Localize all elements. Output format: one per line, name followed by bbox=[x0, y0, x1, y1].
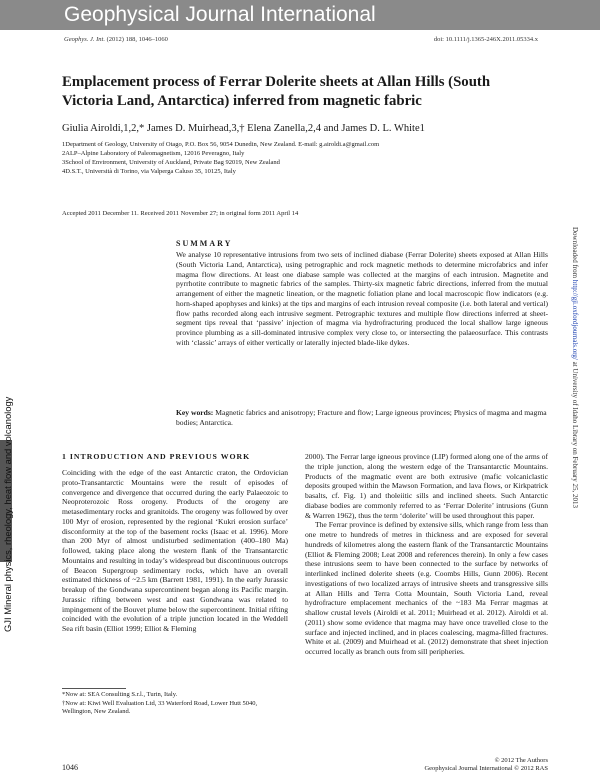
body-left-column bbox=[62, 452, 288, 634]
footnotes bbox=[62, 691, 288, 717]
download-suffix: at University of Idaho Library on February 25, 2013 bbox=[571, 361, 579, 509]
copyright-line: © 2012 The Authors bbox=[494, 757, 548, 764]
affiliation: 2ALP–Alpine Laboratory of Paleomagnetism, 12016 Peveragno, Italy bbox=[62, 150, 245, 157]
doi[interactable]: doi: 10.1111/j.1365-246X.2011.05334.x bbox=[433, 36, 538, 43]
affiliation: 4D.S.T., Università di Torino, via Valperga Caluso 35, 10125, Italy bbox=[62, 168, 236, 175]
footnote-divider bbox=[62, 688, 126, 689]
download-link[interactable]: http://gji.oxfordjournals.org/ bbox=[571, 279, 579, 360]
page-number: 1046 bbox=[62, 763, 78, 772]
copyright bbox=[398, 757, 548, 773]
summary-text: We analyse 10 representative intrusions from two sets of inclined diabase (Ferrar Dolerite) sheets exposed at Allan Hills (South Victoria Land, Antarctica), using petrographic and rock magnetic methods to determine microfabrics and infer magma flow directions. At least one diabase sample was collected at the margins of each intrusion. Magnetite and pyrrhotite contribute to magnetic fabrics of the samples. Thirty-six magnetic fabric directions, inferred from the mutual arrangement of either the magnetic lineation, or the magnetic foliation plane and local macroscopic flow indicators (e.g. horn-shaped apophyses and kinks) at the tips and margins of each intrusion reveal composite (i.e. both lateral and vertical) flow paths recorded along each intrusive segment. Petrographic textures and multiple flow directions inferred at sheet-segment tips reveal that ‘passive’ injection of magma via hydrofracturing produced the local shallow large igneous province plumbing as a sill-dominated intrusive complex very close to, or intersecting the palaeosurface. This contrasts with ‘classic’ arrays of either vertically or laterally injected blade-like dykes. bbox=[176, 250, 548, 347]
article-title: Emplacement process of Ferrar Dolerite sheets at Allan Hills (South Victoria Land, Antarctica) inferred from magnetic fabric bbox=[62, 74, 491, 109]
citation-journal: Geophys. J. Int. bbox=[64, 36, 105, 43]
footnote: *Now at: SEA Consulting S.r.l., Turin, Italy. bbox=[62, 691, 178, 698]
affiliation: 3School of Environment, University of Auckland, Private Bag 92019, New Zealand bbox=[62, 159, 280, 166]
paragraph: Coinciding with the edge of the east Antarctic craton, the Ordovician proto-Transantarctic Mountains were the result of episodes of convergence and divergence that occurred during the early Palaeozoic to Neoproterozoic Ross orogeny. Products of the orogeny are metasedimentary rocks and granitoids. The orogeny was followed by over 100 Myr of erosion, represented by the regional ‘Kukri erosion surface’ disconformity at the top of the basement rocks (Isaac et al. 1996). More than 200 Myr of almost undisturbed sedimentation (400–180 Ma) followed, taking place along the western flank of the Transantarctic Mountains and resulting in today’s widespread but discontinuous outcrops of Beacon Supergroup sedimentary rocks, which have an overall estimated thickness of ~2.5 km (Barrett 1981, 1991). In the early Jurassic breakup of the Gondwana supercontinent began along its Pacific margin. Jurassic rifting between west and east Gondwana was related to impingement of the Bouvet plume below the supercontinent. Initial rifting coincided with the evolution of a triple junction located in the Weddell Sea rift basin (Elliot 1999; Elliot & Fleming bbox=[62, 468, 288, 633]
body-right-column bbox=[305, 452, 548, 657]
citation-line bbox=[64, 36, 168, 43]
keywords-label: Key words: bbox=[176, 408, 214, 417]
section-heading: 1 INTRODUCTION AND PREVIOUS WORK bbox=[62, 452, 251, 461]
journal-name: Geophysical Journal International bbox=[64, 3, 376, 26]
download-stamp bbox=[571, 227, 579, 508]
paragraph: 2000). The Ferrar large igneous province (LIP) formed along one of the arms of the triple junction, along the western edge of the Transantarctic Mountains. Products of the magmatic event are both extrusive (mafic volcaniclastic deposits grouped within the Mawson Formation, and lava flows, or Kirkpatrick basalts, cf. Fig. 1) and tholeiitic sills and inclined sheets. Such Antarctic diabase bodies are commonly referred to as ‘Ferrar Dolerite’ intrusions (Gunn & Warren 1962), thus the term ‘dolerite’ will be used throughout this paper. bbox=[305, 452, 548, 520]
author-list: Giulia Airoldi,1,2,* James D. Muirhead,3,† Elena Zanella,2,4 and James D. L. White1 bbox=[62, 123, 425, 134]
footnote: †Now at: Kiwi Well Evaluation Ltd, 33 Waterford Road, Lower Hutt 5040, Wellington, New Zealand. bbox=[62, 699, 258, 716]
keywords-list: Magnetic fabrics and anisotropy; Fracture and flow; Large igneous provinces; Physics of magma and magma bodies; Antarctica. bbox=[176, 408, 547, 427]
affiliation: 1Department of Geology, University of Otago, P.O. Box 56, 9054 Dunedin, New Zealand. E-mail: g.airoldi.a@gmail.com bbox=[62, 141, 380, 148]
summary-heading: SUMMARY bbox=[176, 239, 233, 248]
affiliations bbox=[62, 140, 532, 176]
citation-details: (2012) 188, 1046–1060 bbox=[106, 36, 168, 43]
download-prefix: Downloaded from bbox=[571, 227, 579, 279]
keywords bbox=[176, 408, 548, 428]
paragraph: The Ferrar province is defined by extensive sills, which range from less than one metre to hundreds of metres in thickness and are exposed for several hundreds of kilometres along the eastern flank of the Transantarctic Mountains (Elliot & Fleming 2008; Leat 2008 and references therein). In only a few cases these intrusions seem to have been connected to the surface by networks of interlinked inclined dolerite sheets (e.g. Coombs Hills, Gunn 2006). Recent investigations of two localized arrays of intrusive sheets and transgressive sills at Allan Hills and Terra Cotta Mountain, South Victoria Land, reveal hydrofracture emplacement mechanics of the ~183 Ma Ferrar magmas at shallow crustal levels (Airoldi et al. 2011; Muirhead et al. 2012). Airoldi et al. (2011) show some evidence that magma may have once travelled close to the surface and injected inclined, and in places coalescing, magma-filled fractures. White et al. (2009) and Muirhead et al. (2012) demonstrate that sheet injection occurred locally as branch outs from sill peripheries. bbox=[305, 520, 548, 656]
submission-dates: Accepted 2011 December 11. Received 2011 November 27; in original form 2011 April 14 bbox=[62, 210, 299, 217]
copyright-line: Geophysical Journal International © 2012 RAS bbox=[424, 765, 548, 773]
section-label: GJI Mineral physics, rheology, heat flow and volcanology bbox=[2, 396, 13, 632]
